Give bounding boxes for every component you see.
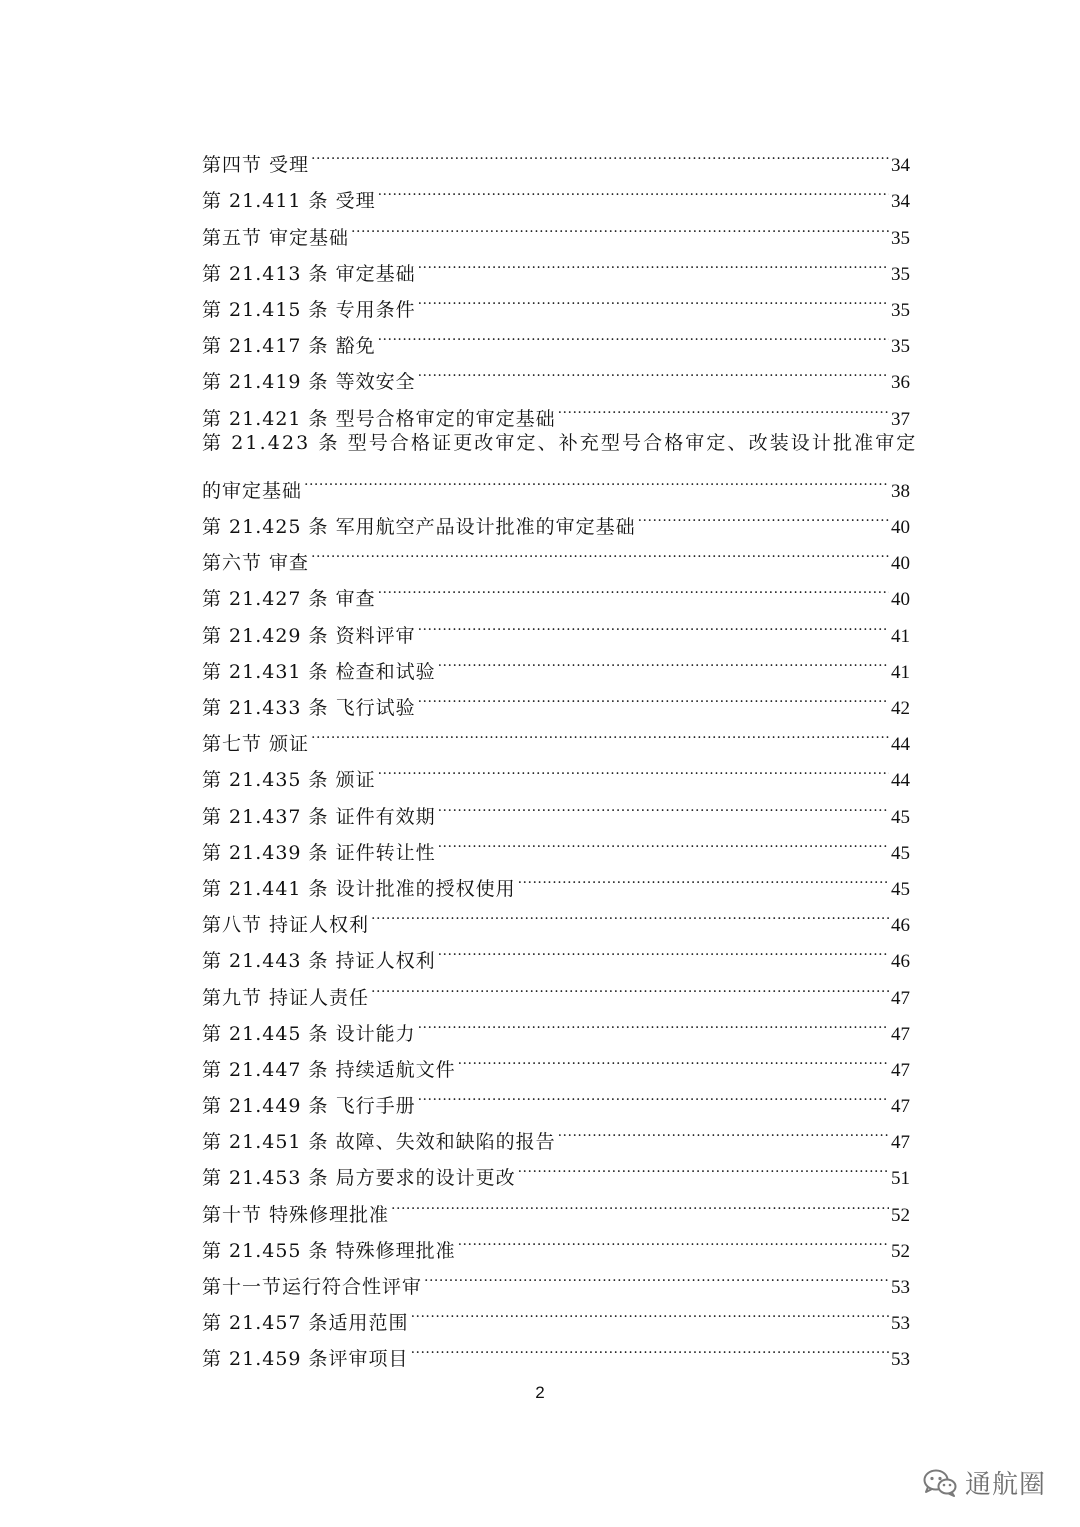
dot-leader [438, 786, 889, 822]
toc-entry-page: 35 [891, 227, 910, 249]
toc-entry-label: 第十节 特殊修理批准 [202, 1203, 390, 1226]
toc-entry-page: 53 [891, 1313, 910, 1335]
toc-group-2 [202, 497, 910, 1371]
toc-entry-page: 47 [891, 1023, 910, 1045]
dot-leader [418, 244, 889, 280]
toc-entry-label-line1: 第 21.423 条 型号合格证更改审定、补充型号合格审定、改装设计批准审定 [202, 431, 918, 454]
toc-entry-page: 36 [891, 372, 910, 394]
toc-entry-label: 第八节 持证人权利 [202, 914, 370, 937]
toc-entry-label: 第 21.441 条 设计批准的授权使用 [202, 877, 516, 900]
toc-entry-page: 53 [891, 1349, 910, 1371]
toc-entry-page: 34 [891, 191, 910, 213]
toc-entry-label: 第 21.451 条 故障、失效和缺陷的报告 [202, 1131, 556, 1154]
toc-entry-page: 53 [891, 1277, 910, 1298]
toc-entry-page: 41 [891, 625, 910, 647]
toc-entry-label: 第 21.431 条 检查和试验 [202, 660, 436, 683]
toc-entry[interactable] [202, 135, 910, 177]
dot-leader [558, 1112, 889, 1148]
toc-entry-label: 第十一节运行符合性评审 [202, 1276, 423, 1298]
toc-entry-page: 34 [891, 155, 910, 177]
toc-entry-page: 35 [891, 299, 910, 321]
dot-leader [638, 497, 889, 533]
toc-entry-label: 第 21.429 条 资料评审 [202, 624, 416, 647]
dot-leader [378, 569, 889, 605]
toc-entry-page: 40 [891, 517, 910, 539]
watermark [923, 1464, 1046, 1501]
toc-entry-page: 40 [891, 589, 910, 611]
toc-entry-page: 44 [891, 770, 910, 792]
dot-leader [311, 533, 889, 569]
toc-entry-label: 第 21.449 条 飞行手册 [202, 1095, 416, 1118]
toc-entry-page: 35 [891, 263, 910, 285]
toc-entry-label: 第 21.425 条 军用航空产品设计批准的审定基础 [202, 516, 636, 539]
watermark-text: 通航圈 [964, 1470, 1046, 1500]
toc-entry-21-423[interactable] [202, 425, 918, 502]
dot-leader [378, 750, 889, 786]
toc-entry-label: 第六节 审查 [202, 552, 310, 575]
dot-leader [378, 316, 889, 352]
toc-entry-page: 42 [891, 698, 910, 719]
dot-leader [418, 1076, 889, 1112]
toc-entry-label: 第 21.459 条评审项目 [202, 1348, 409, 1371]
toc-entry-label: 第九节 持证人责任 [202, 986, 370, 1009]
dot-leader [458, 1040, 889, 1076]
dot-leader [304, 461, 889, 497]
toc-entry-page: 45 [891, 878, 910, 900]
dot-leader [371, 895, 889, 931]
toc-entry-label: 第 21.411 条 受理 [202, 190, 376, 213]
dot-leader [351, 207, 889, 243]
dot-leader [418, 678, 889, 714]
toc-entry-page: 52 [891, 1204, 910, 1226]
toc-entry-label: 第 21.427 条 审查 [202, 588, 376, 611]
dot-leader [391, 1184, 889, 1220]
toc-entry-label: 第 21.419 条 等效安全 [202, 371, 416, 394]
dot-leader [458, 1221, 889, 1257]
toc-entry-label: 第 21.455 条 特殊修理批准 [202, 1239, 456, 1262]
toc-entry-label: 第 21.415 条 专用条件 [202, 298, 416, 321]
wechat-icon [923, 1469, 957, 1497]
toc-entry-page: 37 [891, 408, 910, 430]
toc-entry-page: 52 [891, 1240, 910, 1262]
toc-entry-page: 47 [891, 1096, 910, 1118]
dot-leader [418, 605, 889, 641]
page-number: 2 [535, 1383, 545, 1402]
toc-entry-label: 第 21.443 条 持证人权利 [202, 950, 436, 973]
toc-entry-page: 41 [891, 661, 910, 683]
dot-leader [411, 1293, 889, 1329]
dot-leader [418, 352, 889, 388]
toc-entry-page: 47 [891, 1132, 910, 1154]
dot-leader [438, 931, 889, 967]
toc-entry-label: 第 21.417 条 豁免 [202, 335, 376, 358]
toc-entry-label: 第五节 审定基础 [202, 226, 350, 249]
toc-entry-label: 第 21.435 条 颁证 [202, 769, 376, 792]
toc-group-1 [202, 135, 910, 430]
dot-leader [371, 967, 889, 1003]
toc-entry-label: 第 21.447 条 持续适航文件 [202, 1058, 456, 1081]
toc-entry-page: 44 [891, 734, 910, 756]
toc-entry-page: 35 [891, 336, 910, 358]
toc-entry-label: 第 21.437 条 证件有效期 [202, 805, 436, 828]
dot-leader [438, 823, 889, 859]
dot-leader [558, 388, 889, 424]
dot-leader [418, 1004, 889, 1040]
dot-leader [378, 171, 889, 207]
table-of-contents [202, 135, 918, 1371]
toc-entry-page: 47 [891, 987, 910, 1009]
toc-entry-page: 45 [891, 806, 910, 828]
toc-entry-label-line2: 的审定基础 [202, 479, 303, 502]
toc-entry-page: 51 [891, 1168, 910, 1190]
toc-entry-label: 第 21.413 条 审定基础 [202, 262, 416, 285]
toc-entry-label: 第 21.445 条 设计能力 [202, 1022, 416, 1045]
toc-entry[interactable] [202, 497, 910, 539]
dot-leader [438, 642, 889, 678]
toc-entry-page: 45 [891, 842, 910, 864]
dot-leader [518, 1148, 889, 1184]
toc-entry-page: 46 [891, 951, 910, 973]
toc-entry-label: 第 21.453 条 局方要求的设计更改 [202, 1167, 516, 1190]
toc-entry-label: 第七节 颁证 [202, 733, 310, 756]
toc-entry-label: 第四节 受理 [202, 154, 310, 177]
toc-entry-label: 第 21.439 条 证件转让性 [202, 841, 436, 864]
toc-entry-page: 38 [891, 480, 910, 502]
dot-leader [424, 1257, 889, 1293]
dot-leader [311, 714, 889, 750]
dot-leader [518, 859, 889, 895]
toc-entry-page: 40 [891, 553, 910, 575]
dot-leader [411, 1329, 889, 1365]
toc-entry-label: 第 21.421 条 型号合格审定的审定基础 [202, 407, 556, 430]
toc-entry-page: 46 [891, 915, 910, 937]
toc-entry-page: 47 [891, 1059, 910, 1081]
toc-entry-label: 第 21.457 条适用范围 [202, 1312, 409, 1335]
dot-leader [311, 135, 889, 171]
toc-entry-label: 第 21.433 条 飞行试验 [202, 697, 416, 719]
dot-leader [418, 280, 889, 316]
